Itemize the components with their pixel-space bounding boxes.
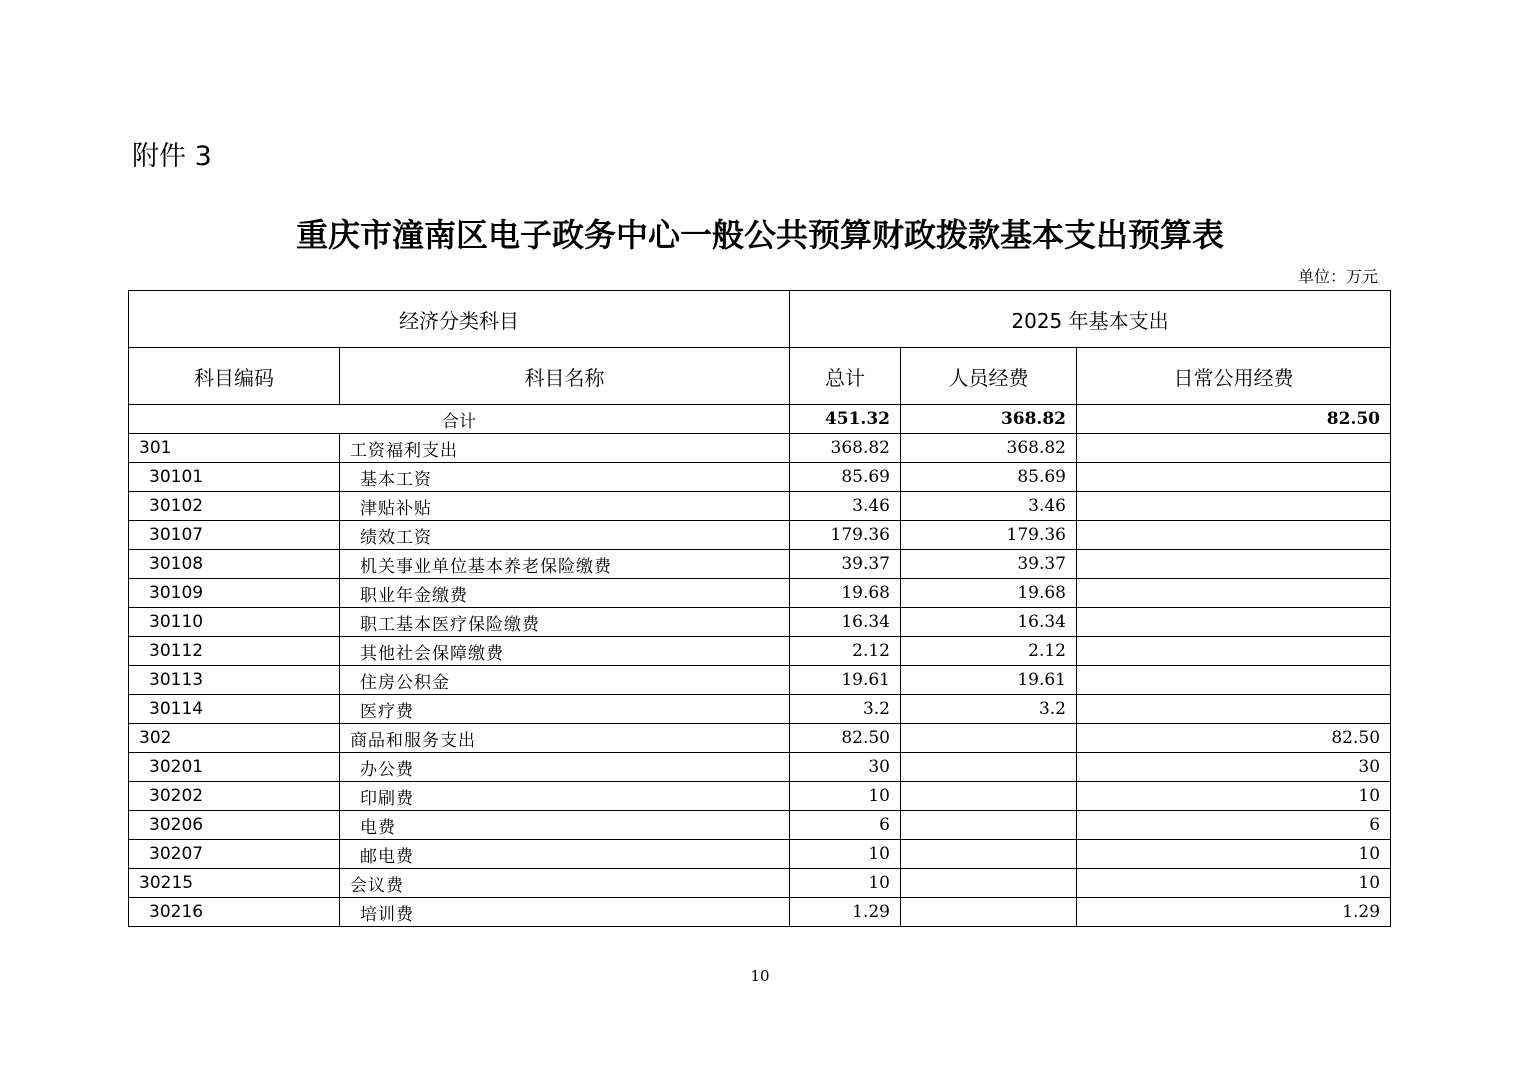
- row-name: 绩效工资: [340, 521, 790, 550]
- table-row: [129, 724, 1391, 753]
- row-name: 电费: [340, 811, 790, 840]
- row-code: 30109: [129, 579, 340, 608]
- row-total: 368.82: [790, 434, 901, 463]
- header-code: 科目编码: [129, 348, 340, 405]
- row-personnel: [901, 753, 1077, 782]
- row-public: 10: [1077, 840, 1391, 869]
- row-public: [1077, 608, 1391, 637]
- row-total: 6: [790, 811, 901, 840]
- row-personnel: [901, 869, 1077, 898]
- row-name: 工资福利支出: [340, 434, 790, 463]
- table-row: [129, 695, 1391, 724]
- row-code: 30112: [129, 637, 340, 666]
- row-name: 职业年金缴费: [340, 579, 790, 608]
- table-row: [129, 840, 1391, 869]
- row-name: 住房公积金: [340, 666, 790, 695]
- row-personnel: 19.61: [901, 666, 1077, 695]
- row-total: 82.50: [790, 724, 901, 753]
- row-public: 1.29: [1077, 898, 1391, 927]
- row-name: 办公费: [340, 753, 790, 782]
- row-code: 30215: [129, 869, 340, 898]
- header-group-row: [129, 291, 1391, 348]
- row-public: [1077, 695, 1391, 724]
- row-personnel: [901, 724, 1077, 753]
- row-total: 3.2: [790, 695, 901, 724]
- page-number: 10: [750, 967, 770, 985]
- row-code: 30202: [129, 782, 340, 811]
- total-personnel: 368.82: [901, 405, 1077, 434]
- total-public: 82.50: [1077, 405, 1391, 434]
- row-personnel: [901, 811, 1077, 840]
- total-row: [129, 405, 1391, 434]
- table-row: [129, 666, 1391, 695]
- row-public: 82.50: [1077, 724, 1391, 753]
- table-row: [129, 811, 1391, 840]
- row-personnel: [901, 840, 1077, 869]
- attachment-label: 附件 3: [132, 141, 212, 172]
- row-total: 1.29: [790, 898, 901, 927]
- row-code: 30110: [129, 608, 340, 637]
- row-code: 30107: [129, 521, 340, 550]
- row-code: 30207: [129, 840, 340, 869]
- row-public: 30: [1077, 753, 1391, 782]
- row-personnel: [901, 782, 1077, 811]
- unit-label: 单位：万元: [1297, 267, 1378, 286]
- row-code: 30102: [129, 492, 340, 521]
- table-row: [129, 492, 1391, 521]
- row-total: 10: [790, 869, 901, 898]
- header-name: 科目名称: [340, 348, 790, 405]
- row-total: 2.12: [790, 637, 901, 666]
- row-code: 301: [129, 434, 340, 463]
- row-personnel: [901, 898, 1077, 927]
- total-label: 合计: [129, 405, 790, 434]
- row-name: 其他社会保障缴费: [340, 637, 790, 666]
- table-row: [129, 753, 1391, 782]
- row-total: 3.46: [790, 492, 901, 521]
- row-code: 30108: [129, 550, 340, 579]
- row-name: 基本工资: [340, 463, 790, 492]
- row-name: 印刷费: [340, 782, 790, 811]
- header-column-row: [129, 348, 1391, 405]
- row-code: 30201: [129, 753, 340, 782]
- table-row: [129, 898, 1391, 927]
- row-public: [1077, 666, 1391, 695]
- row-public: 10: [1077, 869, 1391, 898]
- row-name: 培训费: [340, 898, 790, 927]
- header-personnel: 人员经费: [901, 348, 1077, 405]
- row-code: 30114: [129, 695, 340, 724]
- table-row: [129, 463, 1391, 492]
- row-public: [1077, 521, 1391, 550]
- header-economic-category: 经济分类科目: [129, 291, 790, 348]
- row-total: 19.68: [790, 579, 901, 608]
- table-row: [129, 782, 1391, 811]
- row-name: 医疗费: [340, 695, 790, 724]
- row-personnel: 16.34: [901, 608, 1077, 637]
- row-public: [1077, 434, 1391, 463]
- row-public: [1077, 492, 1391, 521]
- row-total: 85.69: [790, 463, 901, 492]
- row-name: 机关事业单位基本养老保险缴费: [340, 550, 790, 579]
- row-public: [1077, 579, 1391, 608]
- row-code: 30206: [129, 811, 340, 840]
- budget-table: [128, 290, 1391, 927]
- table-row: [129, 608, 1391, 637]
- row-total: 19.61: [790, 666, 901, 695]
- row-public: [1077, 637, 1391, 666]
- document-title: 重庆市潼南区电子政务中心一般公共预算财政拨款基本支出预算表: [295, 216, 1224, 254]
- row-personnel: 2.12: [901, 637, 1077, 666]
- header-total: 总计: [790, 348, 901, 405]
- row-code: 302: [129, 724, 340, 753]
- row-personnel: 368.82: [901, 434, 1077, 463]
- table-row: [129, 521, 1391, 550]
- row-total: 16.34: [790, 608, 901, 637]
- row-total: 10: [790, 782, 901, 811]
- header-basic-expenditure: 2025 年基本支出: [790, 291, 1391, 348]
- row-personnel: 19.68: [901, 579, 1077, 608]
- row-code: 30101: [129, 463, 340, 492]
- table-row: [129, 579, 1391, 608]
- row-personnel: 3.46: [901, 492, 1077, 521]
- row-name: 职工基本医疗保险缴费: [340, 608, 790, 637]
- row-personnel: 85.69: [901, 463, 1077, 492]
- row-personnel: 179.36: [901, 521, 1077, 550]
- row-name: 商品和服务支出: [340, 724, 790, 753]
- header-public: 日常公用经费: [1077, 348, 1391, 405]
- row-name: 邮电费: [340, 840, 790, 869]
- row-name: 津贴补贴: [340, 492, 790, 521]
- row-name: 会议费: [340, 869, 790, 898]
- row-public: 6: [1077, 811, 1391, 840]
- row-code: 30216: [129, 898, 340, 927]
- row-total: 10: [790, 840, 901, 869]
- table-row: [129, 550, 1391, 579]
- table-row: [129, 637, 1391, 666]
- row-personnel: 39.37: [901, 550, 1077, 579]
- row-total: 39.37: [790, 550, 901, 579]
- row-total: 30: [790, 753, 901, 782]
- row-public: 10: [1077, 782, 1391, 811]
- total-total: 451.32: [790, 405, 901, 434]
- row-public: [1077, 463, 1391, 492]
- table-row: [129, 434, 1391, 463]
- row-code: 30113: [129, 666, 340, 695]
- table-row: [129, 869, 1391, 898]
- row-personnel: 3.2: [901, 695, 1077, 724]
- row-total: 179.36: [790, 521, 901, 550]
- row-public: [1077, 550, 1391, 579]
